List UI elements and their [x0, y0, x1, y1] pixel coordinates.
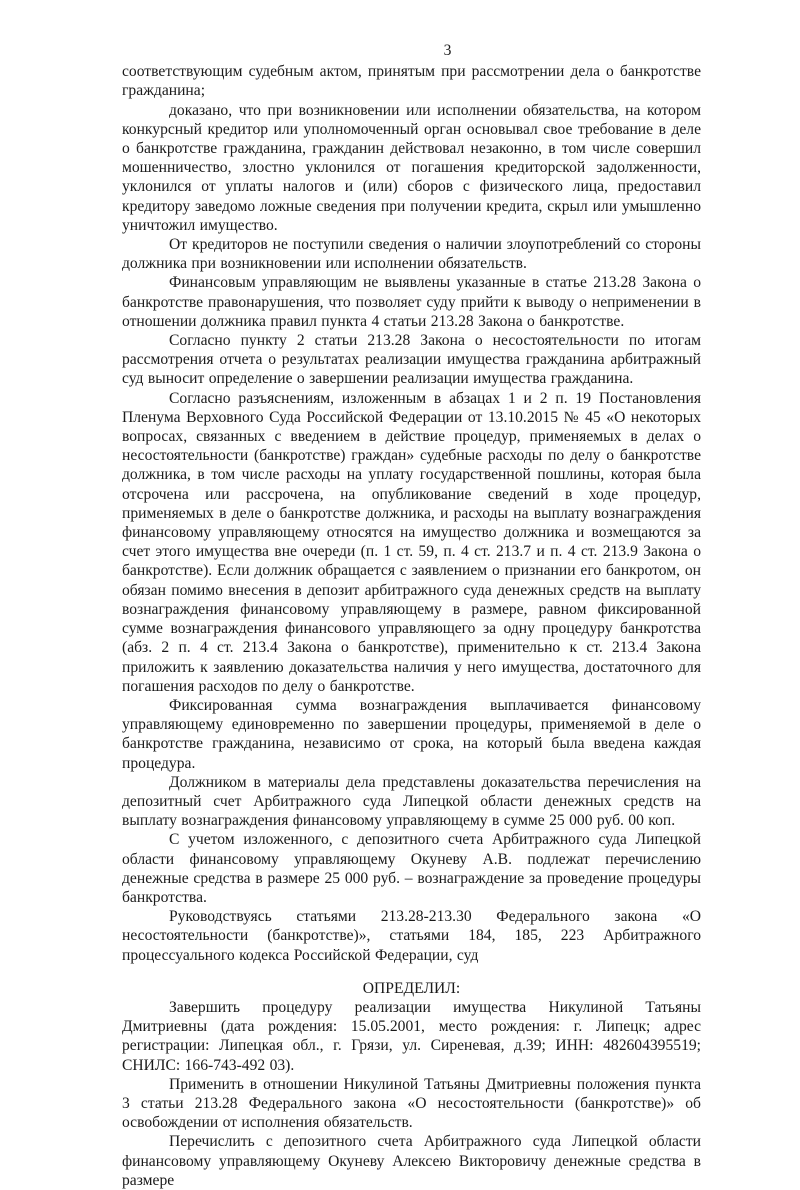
body-paragraph: Руководствуясь статьями 213.28-213.30 Федерального закона «О несостоятельности (банкротстве)», статьями 184, 185, 223 Арбитражного процессуального кодекса Российской Федерации, суд: [122, 908, 701, 964]
body-paragraph: Фиксированная сумма вознаграждения выплачивается финансовому управляющему единовременно по завершении процедуры, применяемой в деле о банкротстве гражданина, независимо от срока, на который была введена каждая процедура.: [122, 696, 701, 772]
resolution-paragraph: Завершить процедуру реализации имущества Никулиной Татьяны Дмитриевны (дата рождения: 15.05.2001, место рождения: г. Липецк; адрес регистрации: Липецкая обл., г. Грязи, ул. Сиреневая, д.39; ИНН: 482604395519; СНИЛС: 166-743-492 03).: [122, 998, 701, 1074]
body-paragraph: С учетом изложенного, с депозитного счета Арбитражного суда Липецкой области финансовому управляющему Окуневу А.В. подлежат перечислению денежные средства в размере 25 000 руб. – вознаграждение за проведение процедуры банкротства.: [122, 831, 701, 906]
body-paragraph: Согласно разъяснениям, изложенным в абзацах 1 и 2 п. 19 Постановления Пленума Верховного Суда Российской Федерации от 13.10.2015 № 45 «О некоторых вопросах, связанных с введением в действие процедур, применяемых в делах о несостоятельности (банкротстве) граждан» судебные расходы по делу о банкротстве должника, в том числе расходы на уплату государственной пошлины, которая была отсрочена или рассрочена, на опубликование сведений в ходе процедур, применяемых в деле о банкротстве должника, и расходы на выплату вознаграждения финансовому управляющему относятся на имущество должника и возмещаются за счет этого имущества вне очереди (п. 1 ст. 59, п. 4 ст. 213.7 и п. 4 ст. 213.9 Закона о банкротстве). Если должник обращается с заявлением о признании его банкротом, он обязан помимо внесения в депозит арбитражного суда денежных средств на выплату вознаграждения финансовому управляющему в размере, равном фиксированной сумме вознаграждения финансового управляющего за одну процедуру банкротства (абз. 2 п. 4 ст. 213.4 Закона о банкротстве), применительно к ст. 213.4 Закона приложить к заявлению доказательства наличия у него имущества, достаточного для погашения расходов по делу о банкротстве.: [122, 389, 701, 695]
body-paragraph: доказано, что при возникновении или исполнении обязательства, на котором конкурсный кредитор или уполномоченный орган основывал свое требование в деле о банкротстве гражданина, гражданин действовал незаконно, в том числе совершил мошенничество, злостно уклонился от погашения кредиторской задолженности, уклонился от уплаты налогов и (или) сборов с физического лица, предоставил кредитору заведомо ложные сведения при получении кредита, скрыл или умышленно уничтожил имущество.: [122, 101, 701, 234]
body-paragraph: Согласно пункту 2 статьи 213.28 Закона о несостоятельности по итогам рассмотрения отчета о результатах реализации имущества гражданина арбитражный суд выносит определение о завершении реализации имущества гражданина.: [122, 332, 701, 388]
body-paragraph: От кредиторов не поступили сведения о наличии злоупотреблений со стороны должника при возникновении или исполнении обязательств.: [122, 236, 701, 273]
document-body: [122, 62, 701, 1190]
resolution-heading: ОПРЕДЕЛИЛ:: [362, 979, 461, 997]
body-paragraph: Должником в материалы дела представлены доказательства перечисления на депозитный счет Арбитражного суда Липецкой области денежных средств на выплату вознаграждения финансовому управляющему в сумме 25 000 руб. 00 коп.: [122, 773, 701, 830]
page-number: 3: [443, 42, 452, 59]
resolution-paragraph: Применить в отношении Никулиной Татьяны Дмитриевны положения пункта 3 статьи 213.28 Федерального закона «О несостоятельности (банкротстве)» об освобождении от исполнения обязательств.: [122, 1075, 701, 1132]
body-paragraph: соответствующим судебным актом, принятым при рассмотрении дела о банкротстве гражданина;: [122, 63, 701, 100]
resolution-paragraph: Перечислить с депозитного счета Арбитражного суда Липецкой области финансовому управляющему Окуневу Алексею Викторовичу денежные средства в размере: [122, 1133, 701, 1189]
body-paragraph: Финансовым управляющим не выявлены указанные в статье 213.28 Закона о банкротстве правонарушения, что позволяет суду прийти к выводу о неприменении в отношении должника правил пункта 4 статьи 213.28 Закона о банкротстве.: [122, 274, 701, 330]
